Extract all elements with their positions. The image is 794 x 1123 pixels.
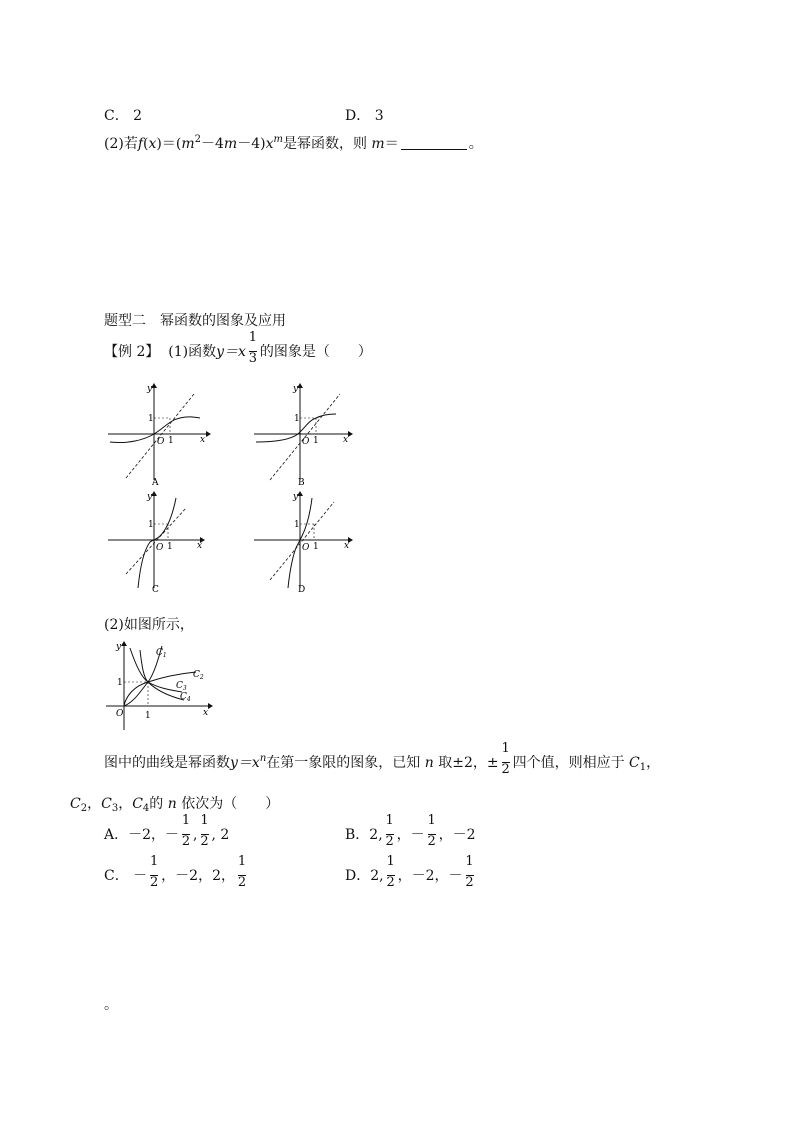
tick-label: 1	[167, 542, 173, 552]
tick-label: 1	[148, 414, 154, 424]
origin-label: O	[156, 543, 164, 553]
option-c	[104, 106, 142, 126]
graph-label: D	[298, 585, 306, 595]
x-axis-label: x	[203, 708, 209, 718]
option-label: C．	[104, 108, 129, 124]
tick-label: 1	[148, 520, 154, 530]
answer-option-d[interactable]: D．2, $\frac{1}{2}$ ，－2，－ $\frac{1}{2}$	[345, 854, 474, 890]
exponent-fraction: $\frac{1}{3}$	[248, 330, 258, 366]
curve-label-c3: $C_3$	[176, 681, 187, 692]
origin-label: O	[157, 437, 165, 447]
graph-b[interactable]	[250, 380, 360, 488]
answer-option-c[interactable]: C． － $\frac{1}{2}$ ，－2，2， $\frac{1}{2}$	[104, 854, 247, 890]
y-axis-label: y	[147, 492, 153, 502]
y-axis-label: y	[147, 384, 153, 394]
answer-option-b[interactable]: B．2, $\frac{1}{2}$ ，－ $\frac{1}{2}$ ，－2	[345, 813, 476, 849]
y-axis-label: y	[116, 642, 122, 652]
origin-label: O	[302, 437, 310, 447]
graph-label: C	[152, 585, 159, 595]
x-axis-label: x	[343, 435, 349, 445]
example-2-text: 【例 2】 (1)函数y＝x $\frac{1}{3}$ 的图象是（ ）	[104, 330, 372, 366]
y-axis-label: y	[293, 492, 299, 502]
option-value: 2	[133, 108, 143, 124]
half-fraction: $\frac{1}{2}$	[501, 741, 510, 777]
option-label: D．	[345, 108, 371, 124]
tick-label: 1	[313, 542, 319, 552]
curve-label-c1: $C_1$	[156, 648, 167, 659]
tick-label: 1	[168, 436, 174, 446]
question-line-1: 图中的曲线是幂函数$y=x^n$在第一象限的图象，已知 n 取±2，± $\frac{1}{2}$ 四个值，则相应于 $C_1$，	[104, 741, 661, 777]
option-value: 3	[374, 108, 384, 124]
option-label: D．	[345, 868, 371, 884]
tick-label: 1	[294, 414, 300, 424]
x-axis-label: x	[200, 435, 206, 445]
footer-mark: 。	[104, 997, 118, 1013]
graph-label: A	[152, 478, 159, 488]
option-d	[345, 106, 384, 126]
curve-label-c2: $C_2$	[193, 670, 204, 681]
origin-label: O	[116, 709, 124, 719]
tick-label: 1	[117, 678, 123, 688]
graph-c[interactable]	[104, 488, 214, 596]
answer-option-a[interactable]: A．－2，－ $\frac{1}{2}$ , $\frac{1}{2}$ , 2	[104, 813, 230, 849]
question-2-text: (2)若$f(x)=(m^2-4m-4)x^m$是幂函数，则 m＝ 。	[104, 134, 483, 152]
tick-label: 1	[313, 436, 319, 446]
option-label: A．	[104, 827, 129, 843]
part-2-intro: (2)如图所示，	[104, 617, 194, 633]
tick-label: 1	[294, 520, 300, 530]
curve-label-c4: $C_4$	[180, 692, 191, 703]
power-curves-figure	[100, 640, 220, 732]
question-line-2: $C_2$，$C_3$，$C_4$的 n 依次为（ ）	[70, 796, 280, 814]
x-axis-label: x	[344, 541, 350, 551]
y-axis-label: y	[293, 384, 299, 394]
option-label: C．	[104, 868, 129, 884]
graph-a[interactable]	[104, 380, 214, 488]
section-title: 题型二 幂函数的图象及应用	[104, 313, 286, 329]
answer-blank[interactable]	[401, 135, 467, 150]
option-label: B．	[345, 827, 370, 843]
origin-label: O	[302, 543, 310, 553]
tick-label: 1	[145, 711, 151, 721]
x-axis-label: x	[197, 541, 203, 551]
graph-label: B	[298, 478, 305, 488]
graph-d[interactable]	[250, 488, 360, 596]
example-tag: 【例 2】	[104, 344, 160, 360]
